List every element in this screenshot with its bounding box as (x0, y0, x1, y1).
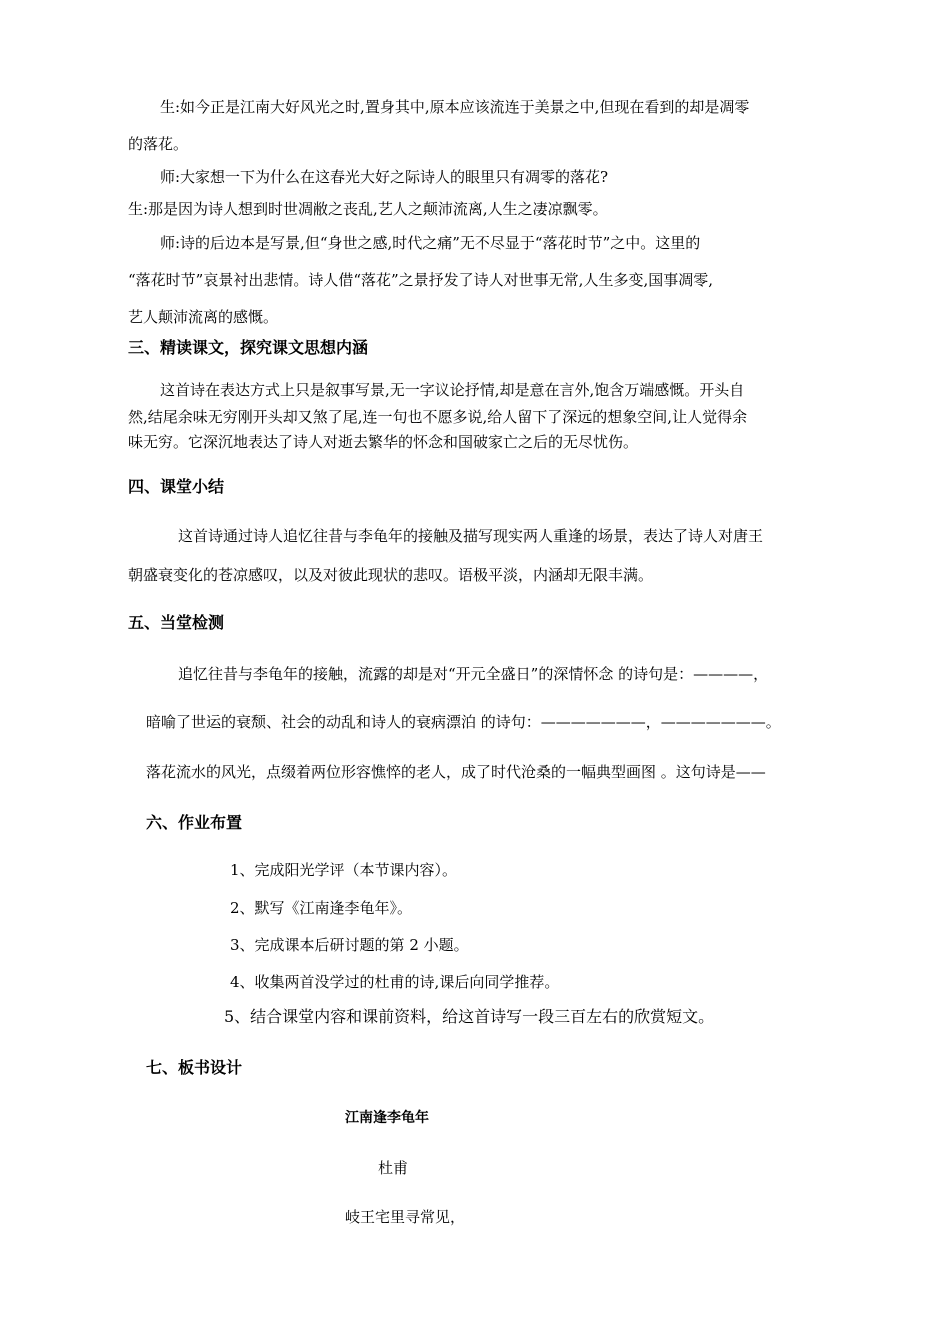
paragraph-line: 然,结尾余味无穷刚开头却又煞了尾,连一句也不愿多说,给人留下了深远的想象空间,让人觉得余 (128, 408, 748, 426)
dialogue-line: 艺人颠沛流离的感慨。 (128, 308, 279, 326)
dialogue-line: “落花时节”哀景衬出悲情。诗人借“落花”之景抒发了诗人对世事无常,人生多变,国事凋零, (128, 271, 713, 289)
section-heading: 三、精读课文，探究课文思想内涵 (128, 338, 369, 357)
paragraph-line: 味无穷。它深沉地表达了诗人对逝去繁华的怀念和国破家亡之后的无尽忧伤。 (128, 433, 639, 451)
section-heading: 五、当堂检测 (128, 613, 225, 632)
paragraph-line: 这首诗在表达方式上只是叙事写景,无一字议论抒情,却是意在言外,饱含万端感慨。开头自 (160, 381, 745, 399)
homework-item: 3、完成课本后研讨题的第 2 小题。 (230, 936, 469, 954)
section-heading: 七、板书设计 (146, 1058, 243, 1077)
dialogue-line: 的落花。 (128, 135, 189, 153)
paragraph-line: 这首诗通过诗人追忆往昔与李龟年的接触及描写现实两人重逢的场景，表达了诗人对唐王 (178, 527, 764, 545)
question-line: 追忆往昔与李龟年的接触，流露的却是对“开元全盛日”的深情怀念 的诗句是：————， (178, 665, 769, 683)
dialogue-line: 师:大家想一下为什么在这春光大好之际诗人的眼里只有凋零的落花? (160, 168, 609, 186)
question-line: 落花流水的风光，点缀着两位形容憔悴的老人，成了时代沧桑的一幅典型画图 。这句诗是—— (146, 763, 766, 781)
section-heading: 四、课堂小结 (128, 477, 225, 496)
paragraph-line: 朝盛衰变化的苍凉感叹，以及对彼此现状的悲叹。语极平淡，内涵却无限丰满。 (128, 566, 654, 584)
homework-item: 2、默写《江南逢李龟年》。 (230, 899, 413, 917)
dialogue-line: 生:那是因为诗人想到时世凋敝之丧乱,艺人之颠沛流离,人生之凄凉飘零。 (128, 200, 608, 218)
question-line: 暗喻了世运的衰颓、社会的动乱和诗人的衰病漂泊 的诗句：———————，———————。 (146, 713, 781, 731)
homework-item: 4、收集两首没学过的杜甫的诗,课后向同学推荐。 (230, 973, 560, 991)
homework-item: 5、结合课堂内容和课前资料，给这首诗写一段三百左右的欣赏短文。 (224, 1007, 715, 1026)
dialogue-line: 师:诗的后边本是写景,但“身世之感,时代之痛”无不尽显于“落花时节”之中。这里的 (160, 234, 701, 252)
poem-title: 江南逢李龟年 (345, 1110, 429, 1126)
dialogue-line: 生:如今正是江南大好风光之时,置身其中,原本应该流连于美景之中,但现在看到的却是凋零 (160, 98, 750, 116)
homework-item: 1、完成阳光学评（本节课内容）。 (230, 861, 458, 879)
section-heading: 六、作业布置 (146, 813, 243, 832)
poem-author: 杜甫 (378, 1159, 409, 1177)
poem-line: 岐王宅里寻常见， (345, 1208, 466, 1226)
